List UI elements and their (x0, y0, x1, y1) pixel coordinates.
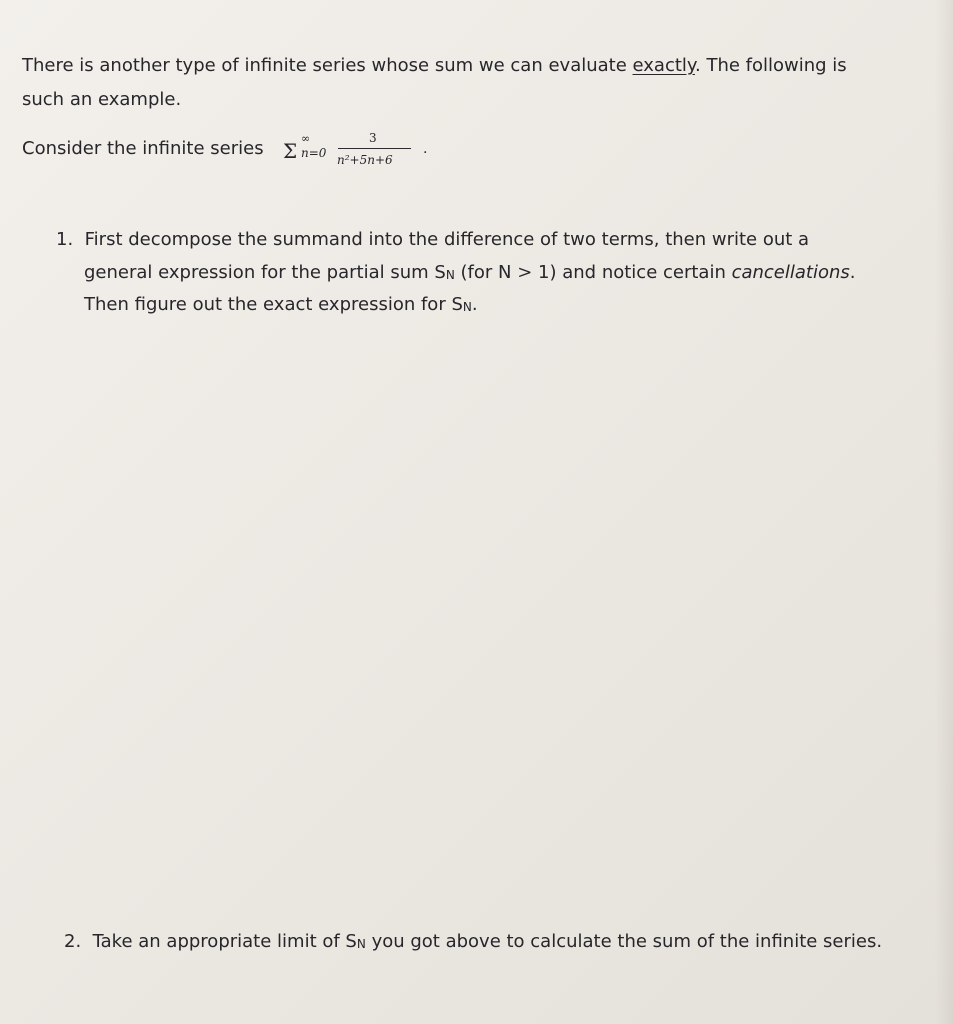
intro-line-1: There is another type of infinite series whose sum we can evaluate exactly. The following is (22, 55, 847, 76)
question-2: 2. Take an appropriate limit of SN you got above to calculate the sum of the infinite series. (64, 931, 883, 952)
emphasis-exactly: exactly (632, 55, 695, 76)
question-1-line-1: 1. First decompose the summand into the difference of two terms, then write out a (56, 229, 810, 250)
intro-line-2: such an example. (22, 89, 182, 110)
paper-edge-shadow (935, 0, 953, 1024)
series-sentence: Consider the infinite series (22, 138, 264, 159)
upper-limit: ∞ (301, 132, 311, 145)
question-1-line-3: Then figure out the exact expression for SN. (84, 294, 478, 315)
lower-limit: n=0 (301, 146, 327, 160)
series-period: . (423, 141, 428, 157)
question-1-number: 1. (56, 229, 74, 250)
question-1-line-2: general expression for the partial sum SN (for N > 1) and notice certain cancellations. (84, 262, 856, 283)
sigma-symbol: Σ (283, 139, 298, 163)
fraction-denominator: n²+5n+6 (337, 153, 393, 167)
fraction-numerator: 3 (369, 131, 377, 145)
series-expression (283, 131, 433, 173)
question-2-number: 2. (64, 931, 82, 952)
emphasis-cancellations: cancellations (731, 262, 850, 283)
fraction-bar (338, 148, 411, 149)
